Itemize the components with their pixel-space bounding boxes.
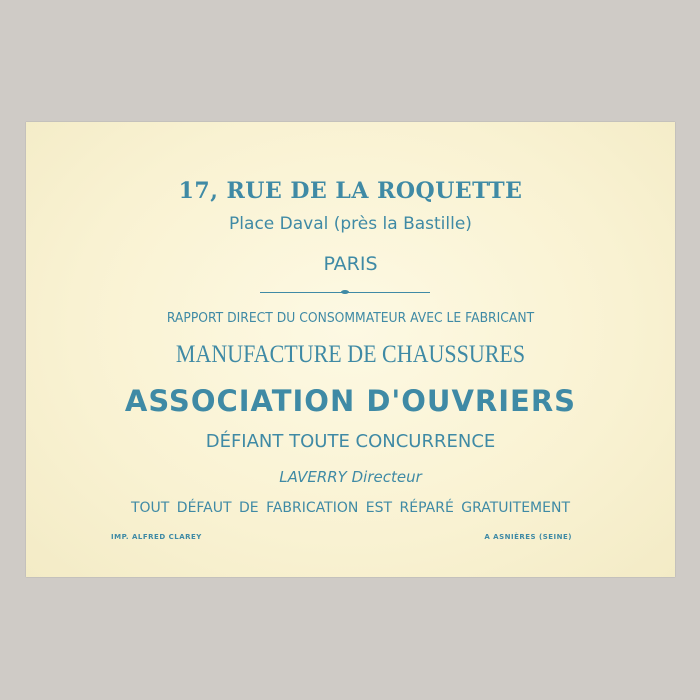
guarantee-line: TOUT DÉFAUT DE FABRICATION EST RÉPARÉ GRATUITEMENT (130, 500, 571, 516)
trade-card (26, 122, 675, 577)
address-line: 17, RUE DE LA ROQUETTE (178, 178, 523, 204)
director-line (26, 470, 675, 485)
director-name: LAVERRY (279, 468, 347, 486)
ornamental-divider (260, 292, 430, 293)
defiant-line: DÉFIANT TOUTE CONCURRENCE (205, 431, 496, 452)
place-line: Place Daval (près la Bastille) (229, 214, 472, 234)
printer-imprint: IMP. ALFRED CLAREY (111, 533, 202, 541)
printer-location: A ASNIÈRES (SEINE) (484, 533, 572, 541)
association-heading: ASSOCIATION D'OUVRIERS (124, 384, 577, 418)
rapport-line: RAPPORT DIRECT DU CONSOMMATEUR AVEC LE FABRICANT (166, 311, 535, 326)
manufacture-line: MANUFACTURE DE CHAUSSURES (175, 341, 526, 368)
director-title: Directeur (351, 468, 422, 486)
city-line: PARIS (323, 253, 378, 275)
divider-ornament (341, 290, 349, 294)
